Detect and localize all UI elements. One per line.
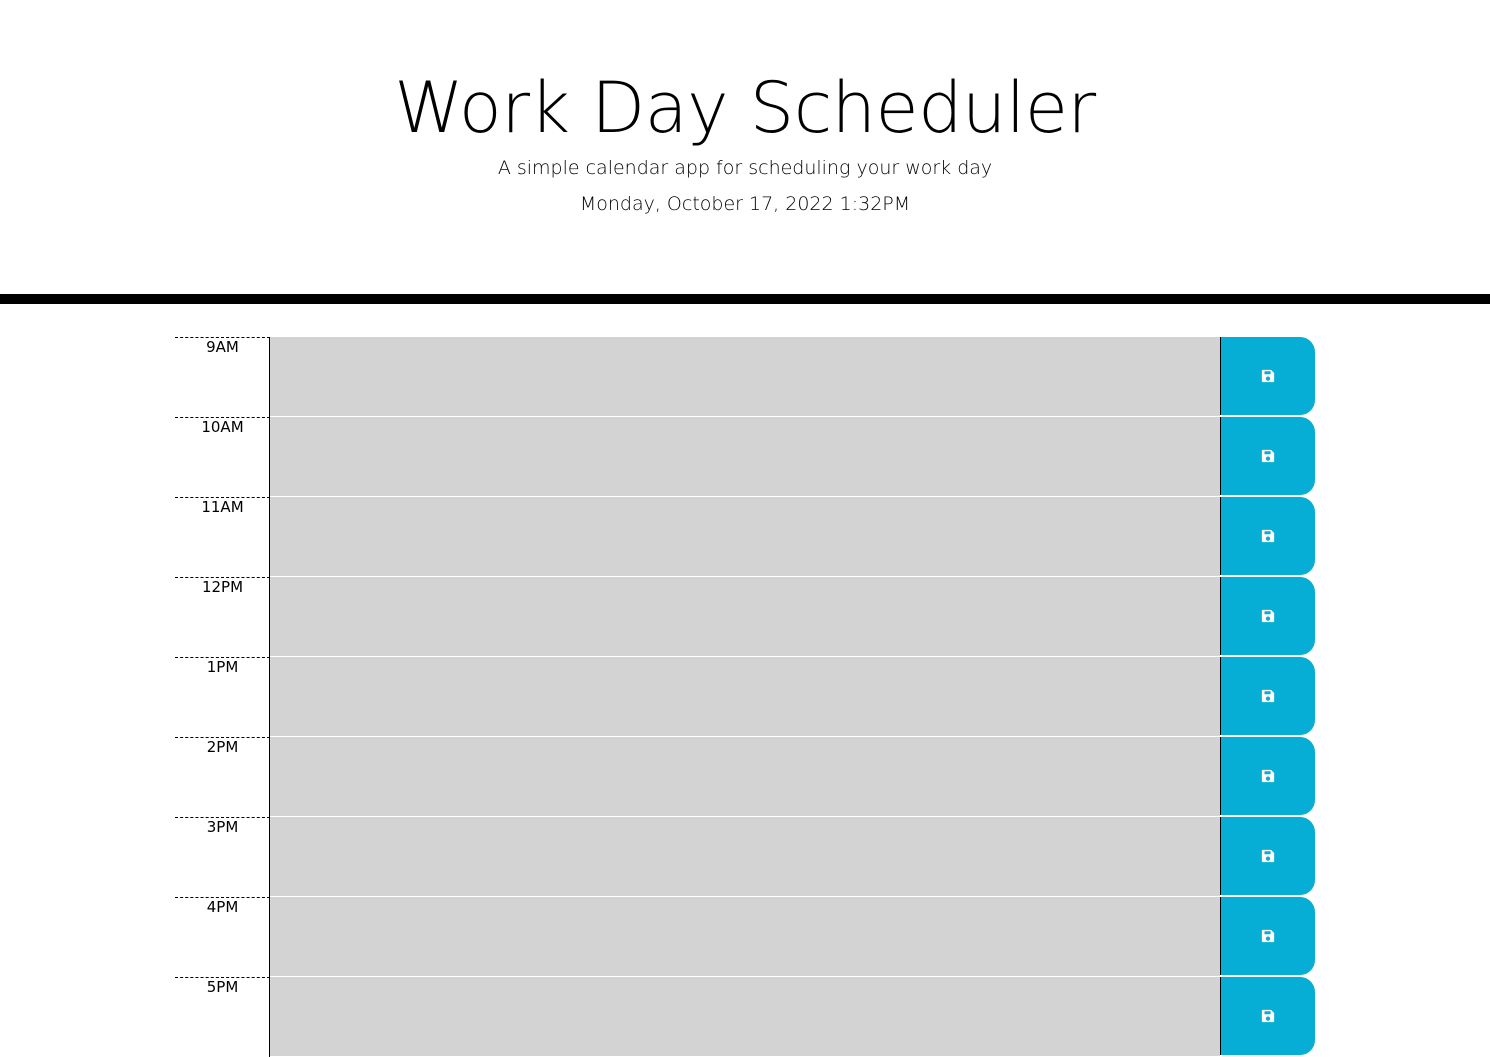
- hour-label: [175, 337, 270, 417]
- event-description-input[interactable]: [270, 417, 1220, 497]
- save-button[interactable]: [1220, 337, 1315, 415]
- save-button[interactable]: [1220, 977, 1315, 1055]
- hour-label: [175, 737, 270, 817]
- time-block: [175, 337, 1315, 417]
- hour-text: 9AM: [206, 338, 239, 356]
- save-button[interactable]: [1220, 737, 1315, 815]
- hour-label: [175, 577, 270, 657]
- event-description-input[interactable]: [270, 897, 1220, 977]
- save-button[interactable]: [1220, 817, 1315, 895]
- time-block: [175, 577, 1315, 657]
- hour-text: 5PM: [206, 978, 239, 996]
- event-description-input[interactable]: [270, 337, 1220, 417]
- event-description-input[interactable]: [270, 817, 1220, 897]
- hour-text: 11AM: [201, 498, 244, 516]
- event-description-input[interactable]: [270, 497, 1220, 577]
- event-description-input[interactable]: [270, 577, 1220, 657]
- floppy-disk-icon: [1261, 1009, 1275, 1023]
- floppy-disk-icon: [1261, 529, 1275, 543]
- hour-label: [175, 497, 270, 577]
- hour-text: 1PM: [206, 658, 239, 676]
- page-header: [0, 0, 1490, 304]
- time-block: [175, 977, 1315, 1057]
- hour-label: [175, 417, 270, 497]
- save-button[interactable]: [1220, 497, 1315, 575]
- time-block: [175, 737, 1315, 817]
- time-block: [175, 817, 1315, 897]
- current-day: Monday, October 17, 2022 1:32PM: [579, 193, 911, 215]
- hour-text: 10AM: [201, 418, 244, 436]
- save-button[interactable]: [1220, 657, 1315, 735]
- hour-text: 3PM: [206, 818, 239, 836]
- hour-label: [175, 977, 270, 1057]
- page-title: Work Day Scheduler: [394, 67, 1096, 149]
- hour-text: 4PM: [206, 898, 239, 916]
- time-block-list: [175, 337, 1315, 1057]
- floppy-disk-icon: [1261, 769, 1275, 783]
- hour-text: 2PM: [206, 738, 239, 756]
- hour-label: [175, 657, 270, 737]
- event-description-input[interactable]: [270, 977, 1220, 1057]
- save-button[interactable]: [1220, 577, 1315, 655]
- hour-text: 12PM: [201, 578, 244, 596]
- floppy-disk-icon: [1261, 369, 1275, 383]
- hour-label: [175, 817, 270, 897]
- save-button[interactable]: [1220, 417, 1315, 495]
- floppy-disk-icon: [1261, 929, 1275, 943]
- event-description-input[interactable]: [270, 737, 1220, 817]
- floppy-disk-icon: [1261, 609, 1275, 623]
- save-button[interactable]: [1220, 897, 1315, 975]
- time-block: [175, 497, 1315, 577]
- time-block: [175, 897, 1315, 977]
- floppy-disk-icon: [1261, 849, 1275, 863]
- time-block: [175, 657, 1315, 737]
- page-subtitle: A simple calendar app for scheduling your work day: [497, 157, 993, 179]
- floppy-disk-icon: [1261, 449, 1275, 463]
- time-block: [175, 417, 1315, 497]
- hour-label: [175, 897, 270, 977]
- event-description-input[interactable]: [270, 657, 1220, 737]
- floppy-disk-icon: [1261, 689, 1275, 703]
